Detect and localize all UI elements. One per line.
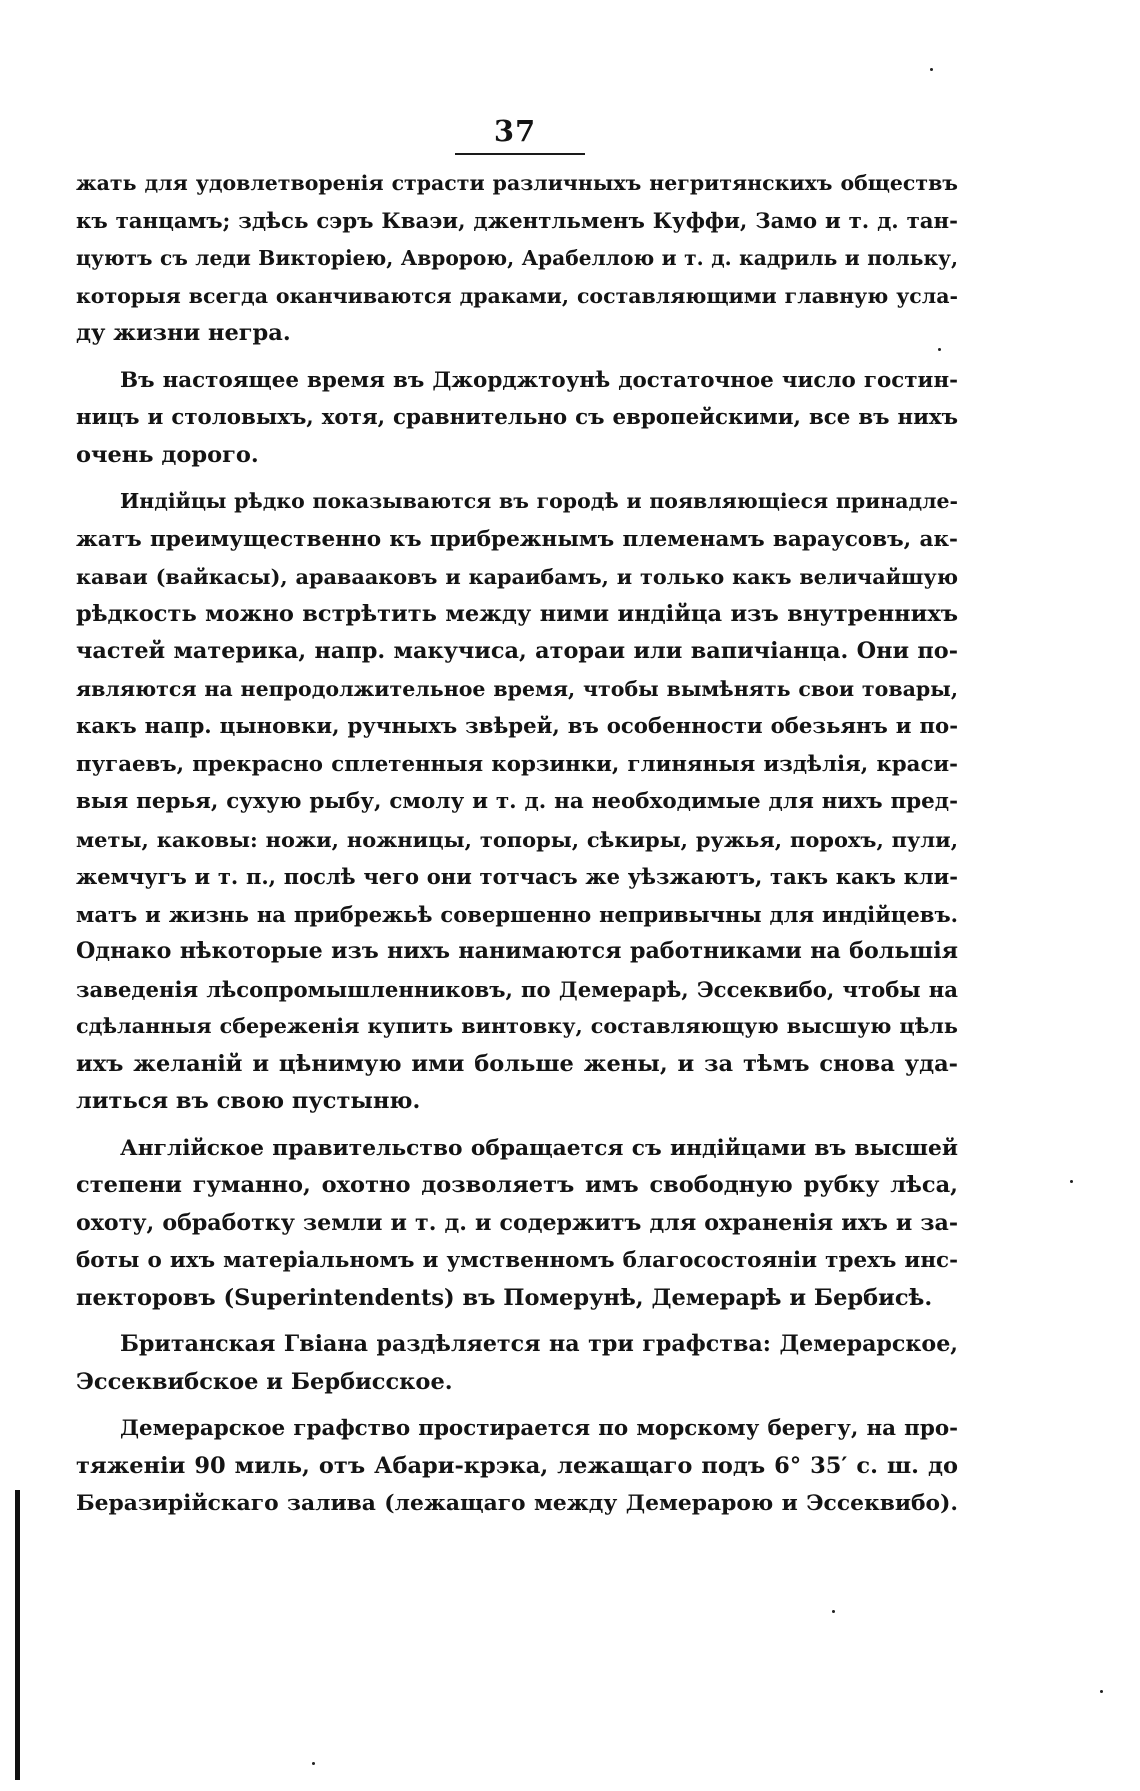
text-line: сдѣланныя сбереженія купить винтовку, составляющую высшую цѣль [76, 1014, 958, 1038]
text-line: какъ напр. цыновки, ручныхъ звѣрей, въ особенности обезьянъ и по- [76, 714, 958, 739]
text-line: матъ и жизнь на прибрежьѣ совершенно непривычны для индійцевъ. [76, 901, 958, 927]
text-line: степени гуманно, охотно дозволяетъ имъ свободную рубку лѣса, [76, 1172, 958, 1198]
scan-speck [1100, 1690, 1103, 1693]
scan-speck [312, 1762, 315, 1765]
text-line: къ танцамъ; здѣсь сэръ Кваэи, джентльменъ Куффи, Замо и т. д. тан- [76, 208, 958, 234]
text-line: цуютъ съ леди Викторіею, Авророю, Арабеллою и т. д. кадриль и польку, [76, 246, 958, 270]
scan-speck [938, 348, 941, 351]
paragraph-4 [76, 1130, 958, 1318]
text-line: которыя всегда оканчиваются драками, составляющими главную усла- [76, 283, 958, 308]
paragraph-3 [76, 483, 958, 1121]
text-line: Эссеквибское и Бербисское. [76, 1368, 453, 1395]
text-line: каваи (вайкасы), араваaковъ и караибамъ, и только какъ величайшую [76, 564, 958, 589]
paragraph-1 [76, 165, 958, 353]
text-line: меты, каковы: ножи, ножницы, топоры, сѣкиры, ружья, порохъ, пули, [76, 826, 958, 852]
text-line: жать для удовлетворенія страсти различныхъ негритянскихъ обществъ [76, 171, 958, 195]
text-line: заведенія лѣсопромышленниковъ, по Демерарѣ, Эссеквибо, чтобы на [76, 976, 958, 1002]
text-line: литься въ свою пустыню. [76, 1088, 421, 1114]
text-line: рѣдкость можно встрѣтить между ними индійца изъ внутреннихъ [76, 600, 958, 627]
paragraph-5 [76, 1326, 958, 1401]
paragraph-6 [76, 1410, 958, 1523]
text-line: выя перья, сухую рыбу, смолу и т. д. на необходимые для нихъ пред- [76, 789, 958, 814]
page-number: 37 [493, 114, 537, 148]
text-line: тяженіи 90 миль, отъ Абари-крэка, лежащаго подъ 6° 35′ с. ш. до [76, 1452, 958, 1479]
text-line: Въ настоящее время въ Джорджтоунѣ достаточное число гостин- [120, 367, 958, 393]
text-line: пугаевъ, прекрасно сплетенныя корзинки, глиняныя издѣлія, краси- [76, 751, 958, 777]
text-line: жатъ преимущественно къ прибрежнымъ племенамъ варауcовъ, ак- [76, 526, 958, 552]
text-line: Британская Гвіана раздѣляется на три графства: Демерарское, [120, 1331, 958, 1357]
text-line: охоту, обработку земли и т. д. и содержитъ для охраненія ихъ и за- [76, 1209, 958, 1236]
paragraph-2 [76, 362, 958, 475]
text-line: ихъ желаній и цѣнимую ими больше жены, и за тѣмъ снова уда- [76, 1050, 958, 1077]
text-line: Индійцы рѣдко показываются въ городѣ и появляющіеся принадле- [120, 489, 958, 513]
header-rule [455, 153, 585, 155]
text-line: боты о ихъ матеріальномъ и умственномъ благосостояніи трехъ инс- [76, 1248, 958, 1273]
scan-margin-bar [15, 1490, 20, 1780]
scan-speck [930, 68, 933, 71]
text-line: Англійское правительство обращается съ индійцами въ высшей [120, 1135, 958, 1161]
text-line: Однако нѣкоторые изъ нихъ нанимаются работниками на большія [76, 938, 958, 964]
text-line: являются на непродолжительное время, чтобы вымѣнять свои товары, [76, 676, 958, 701]
scan-speck [1070, 1180, 1073, 1183]
scan-speck [832, 1610, 835, 1613]
text-line: жемчугъ и т. п., послѣ чего они тотчасъ же уѣзжаютъ, такъ какъ кли- [76, 864, 958, 889]
text-body [76, 165, 958, 1523]
text-line: ду жизни негра. [76, 320, 291, 346]
text-line: частей материка, напр. макучиса, атораи или вапичіанца. Они по- [76, 638, 958, 664]
text-line: очень дорого. [76, 441, 259, 468]
text-line: Беразирійскаго залива (лежащаго между Демерарою и Эссеквибо). [76, 1491, 958, 1516]
text-line: ницъ и столовыхъ, хотя, сравнительно съ европейскими, все въ нихъ [76, 405, 958, 430]
text-line: пекторовъ (Superintendents) въ Померунѣ, Демерарѣ и Бербисѣ. [76, 1284, 933, 1311]
text-line: Демерарское графство простирается по морскому берегу, на про- [120, 1416, 958, 1441]
